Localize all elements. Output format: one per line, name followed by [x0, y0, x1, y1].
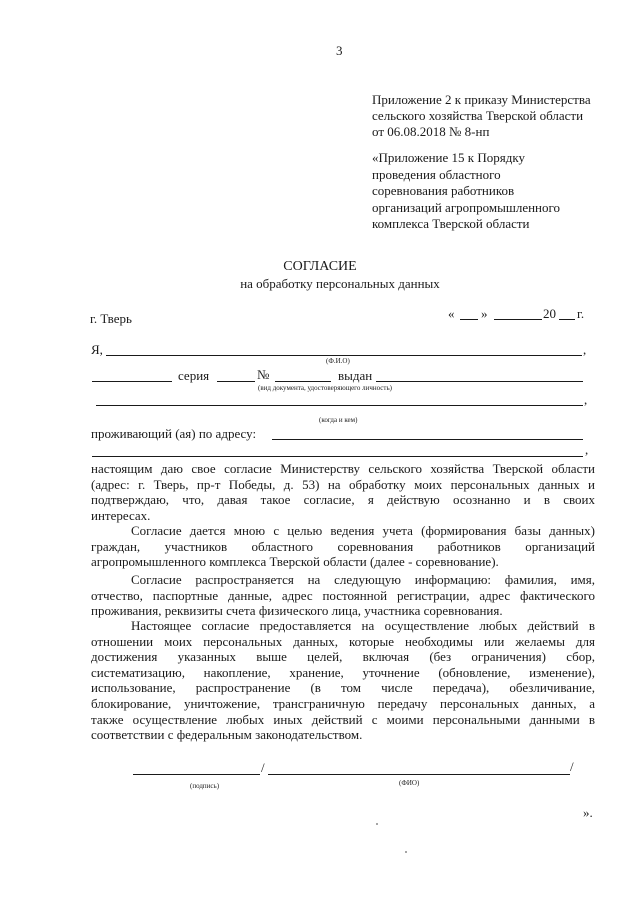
- paragraph-line: отношении моих персональных данных, которые необходимы или желаемы для: [91, 633, 595, 649]
- paragraph-line: отчество, паспортные данные, адрес постоянной регистрации, адрес фактического: [91, 587, 595, 603]
- doc-type-hint: (вид документа, удостоверяющего личность): [258, 384, 393, 392]
- signature-slash: /: [261, 760, 265, 775]
- paragraph-line: Настоящее согласие предоставляется на осуществление любых действий в: [131, 618, 595, 633]
- fio-field[interactable]: [106, 355, 582, 356]
- appendix-inner-line: проведения областного: [372, 166, 501, 182]
- page-number: 3: [336, 43, 343, 58]
- number-field[interactable]: [275, 381, 331, 382]
- series-field[interactable]: [217, 381, 255, 382]
- paragraph-line: агропромышленного комплекса Тверской области (далее - соревнование).: [91, 554, 499, 570]
- appendix-line: от 06.08.2018 № 8-нп: [372, 124, 490, 139]
- scan-speck: [376, 823, 378, 825]
- purpose-paragraph: [91, 523, 595, 570]
- i-label: Я,: [91, 342, 103, 357]
- date-close-quote: »: [481, 306, 488, 321]
- issued-label: выдан: [338, 368, 373, 383]
- paragraph-line: подтверждаю, что, давая такое согласие, я действую осознанно и в своих: [91, 492, 595, 508]
- date-day-field[interactable]: [460, 319, 478, 320]
- date-open-quote: «: [448, 306, 455, 321]
- signature-fio-field[interactable]: [268, 774, 570, 775]
- signature-fio-hint: (ФИО): [399, 779, 420, 787]
- paragraph-line: Согласие распространяется на следующую информацию: фамилия, имя,: [131, 572, 595, 587]
- scope-paragraph: [91, 572, 595, 619]
- paragraph-line: достижения указанных выше целей, включая (без ограничения) сбор,: [91, 649, 595, 665]
- issued-by-field[interactable]: [96, 405, 583, 406]
- date-year-prefix: 20: [543, 306, 556, 321]
- signature-field[interactable]: [133, 774, 260, 775]
- signature-slash-end: /: [570, 759, 574, 774]
- appendix-inner-header: [372, 150, 560, 233]
- paragraph-line: соответствии с федеральным законодательством.: [91, 727, 363, 743]
- appendix-inner-line: соревнования работников: [372, 183, 515, 198]
- signature-hint: (подпись): [190, 782, 220, 790]
- paragraph-line: настоящим даю свое согласие Министерству сельского хозяйства Тверской области: [91, 461, 595, 476]
- paragraph-line: интересах.: [91, 507, 151, 523]
- paragraph-line: проживания, реквизиты счета физического лица, участника соревнования.: [91, 603, 503, 619]
- paragraph-line: (адрес: г. Тверь, пр-т Победы, д. 53) на обработку моих персональных данных и: [91, 476, 595, 492]
- date-year-suffix: г.: [577, 306, 585, 321]
- address-label: проживающий (ая) по адресу:: [91, 426, 257, 441]
- paragraph-line: использование, распространение (в том числе передача), обезличивание,: [91, 680, 595, 696]
- paragraph-line: систематизацию, накопление, хранение, уточнение (обновление, изменение),: [91, 664, 595, 680]
- paragraph-line: Согласие дается мною с целью ведения учета (формирования базы данных): [131, 523, 595, 538]
- paragraph-line: также осуществление любых иных действий с моими персональными данными в: [91, 711, 595, 727]
- issued-field[interactable]: [376, 381, 583, 382]
- city-label: г. Тверь: [90, 311, 132, 326]
- appendix-line: сельского хозяйства Тверской области: [372, 108, 584, 123]
- appendix-inner-line: «Приложение 15 к Порядку: [372, 150, 525, 165]
- address-field[interactable]: [272, 439, 583, 440]
- appendix-header: [372, 92, 591, 140]
- scan-speck: [405, 851, 407, 853]
- date-year-field[interactable]: [559, 319, 575, 320]
- doc-type-field[interactable]: [92, 381, 172, 382]
- address-comma: ,: [585, 442, 589, 457]
- consent-paragraph: [91, 461, 595, 523]
- number-label: №: [257, 367, 270, 382]
- closing-mark: ».: [583, 805, 593, 820]
- series-label: серия: [178, 368, 210, 383]
- fio-comma: ,: [583, 342, 587, 357]
- document-subtitle: на обработку персональных данных: [240, 276, 440, 291]
- appendix-line: Приложение 2 к приказу Министерства: [372, 92, 591, 107]
- actions-paragraph: [91, 618, 595, 743]
- issued-by-comma: ,: [584, 392, 588, 407]
- date-month-field[interactable]: [494, 319, 542, 320]
- paragraph-line: граждан, участников областного соревнования работников организаций: [91, 538, 595, 554]
- fio-hint: (Ф.И.О): [326, 357, 350, 365]
- when-hint: (когда и кем): [319, 416, 358, 424]
- appendix-inner-line: комплекса Тверской области: [372, 216, 530, 231]
- appendix-inner-line: организаций агропромышленного: [372, 199, 561, 215]
- address-field-2[interactable]: [92, 456, 583, 457]
- paragraph-line: блокирование, уничтожение, трансграничную передачу персональных данных, а: [91, 695, 595, 711]
- document-title: СОГЛАСИЕ: [283, 259, 357, 274]
